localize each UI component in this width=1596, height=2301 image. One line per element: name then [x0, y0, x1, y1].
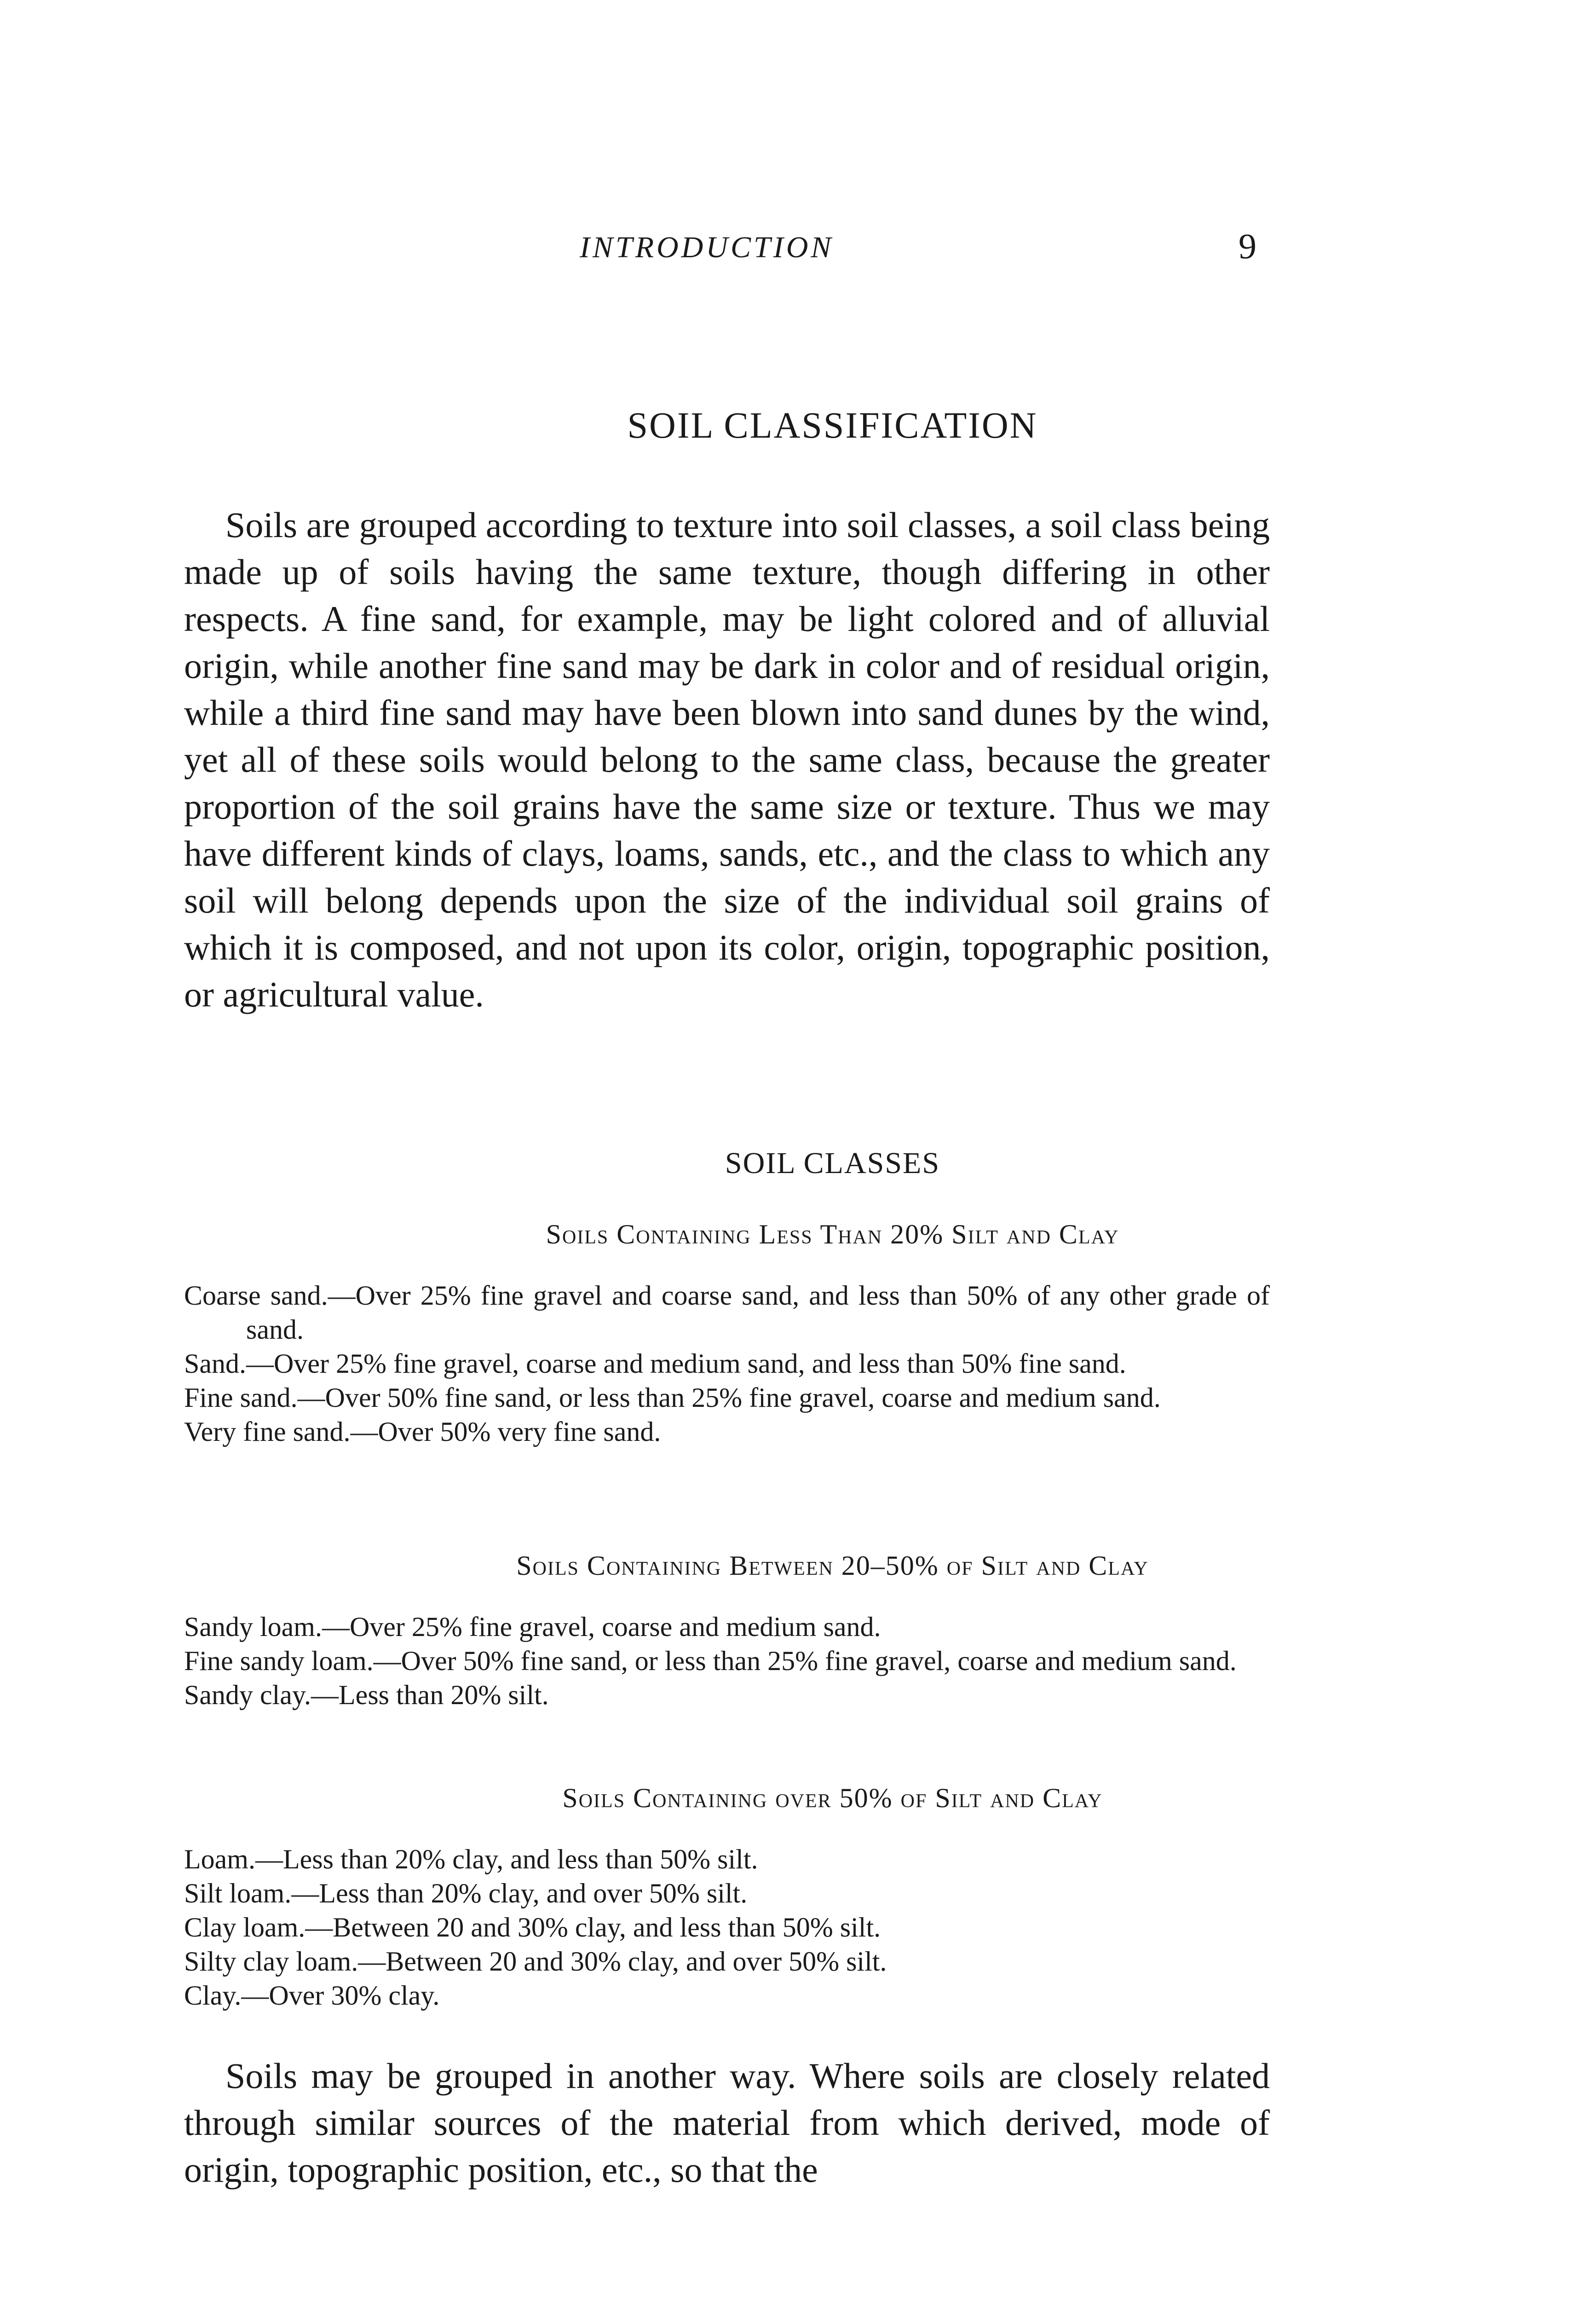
class-entry-silt-loam: Silt loam.—Less than 20% clay, and over 50% silt.	[184, 1878, 748, 1908]
paragraph-other-grouping: Soils may be grouped in another way. Where soils are closely related through similar sources of the material from which derived, mode of origin, topographic position, etc., so that the	[184, 2056, 1270, 2190]
class-entry-very-fine-sand: Very fine sand.—Over 50% very fine sand.	[184, 1416, 661, 1447]
group-heading-less-than-20: Soils Containing Less Than 20% Silt and Clay	[546, 1219, 1119, 1249]
class-entry-clay: Clay.—Over 30% clay.	[184, 1980, 440, 2011]
class-list-loams-clays	[184, 1842, 1270, 2012]
page-number: 9	[1239, 226, 1256, 266]
class-list-sandy-loams	[184, 1610, 1270, 1712]
running-head: INTRODUCTION	[580, 231, 834, 264]
section-title: SOIL CLASSIFICATION	[627, 405, 1038, 446]
class-entry-loam: Loam.—Less than 20% clay, and less than 50% silt.	[184, 1844, 758, 1874]
class-entry-sandy-clay: Sandy clay.—Less than 20% silt.	[184, 1680, 549, 1710]
paragraph-soil-texture: Soils are grouped according to texture into soil classes, a soil class being made up of soils having the same texture, though differing in other respects. A fine sand, for example, may be light colored and of alluvial origin, while another fine sand may be dark in color and of residual origin, while a third fine sand may have been blown into sand dunes by the wind, yet all of these soils would belong to the same class, because the greater proportion of the soil grains have the same size or texture. Thus we may have different kinds of clays, loams, sands, etc., and the class to which any soil will belong depends upon the size of the individual soil grains of which it is composed, and not upon its color, origin, topographic position, or agricultural value.	[184, 505, 1270, 1014]
group-heading-20-to-50: Soils Containing Between 20–50% of Silt and Clay	[516, 1550, 1149, 1581]
class-entry-clay-loam: Clay loam.—Between 20 and 30% clay, and less than 50% silt.	[184, 1912, 881, 1943]
class-list-sands	[184, 1278, 1270, 1449]
soil-classes-heading: SOIL CLASSES	[725, 1146, 940, 1180]
class-entry-sandy-loam: Sandy loam.—Over 25% fine gravel, coarse and medium sand.	[184, 1612, 881, 1642]
class-entry-fine-sandy-loam: Fine sandy loam.—Over 50% fine sand, or less than 25% fine gravel, coarse and medium sand.	[184, 1646, 1237, 1676]
class-entry-silty-clay-loam: Silty clay loam.—Between 20 and 30% clay, and over 50% silt.	[184, 1946, 887, 1977]
group-heading-over-50: Soils Containing over 50% of Silt and Clay	[562, 1783, 1103, 1813]
class-entry-coarse-sand: Coarse sand.—Over 25% fine gravel and coarse sand, and less than 50% of any other grade of sand.	[184, 1280, 1270, 1345]
class-entry-sand: Sand.—Over 25% fine gravel, coarse and medium sand, and less than 50% fine sand.	[184, 1348, 1126, 1379]
class-entry-fine-sand: Fine sand.—Over 50% fine sand, or less than 25% fine gravel, coarse and medium sand.	[184, 1382, 1161, 1413]
